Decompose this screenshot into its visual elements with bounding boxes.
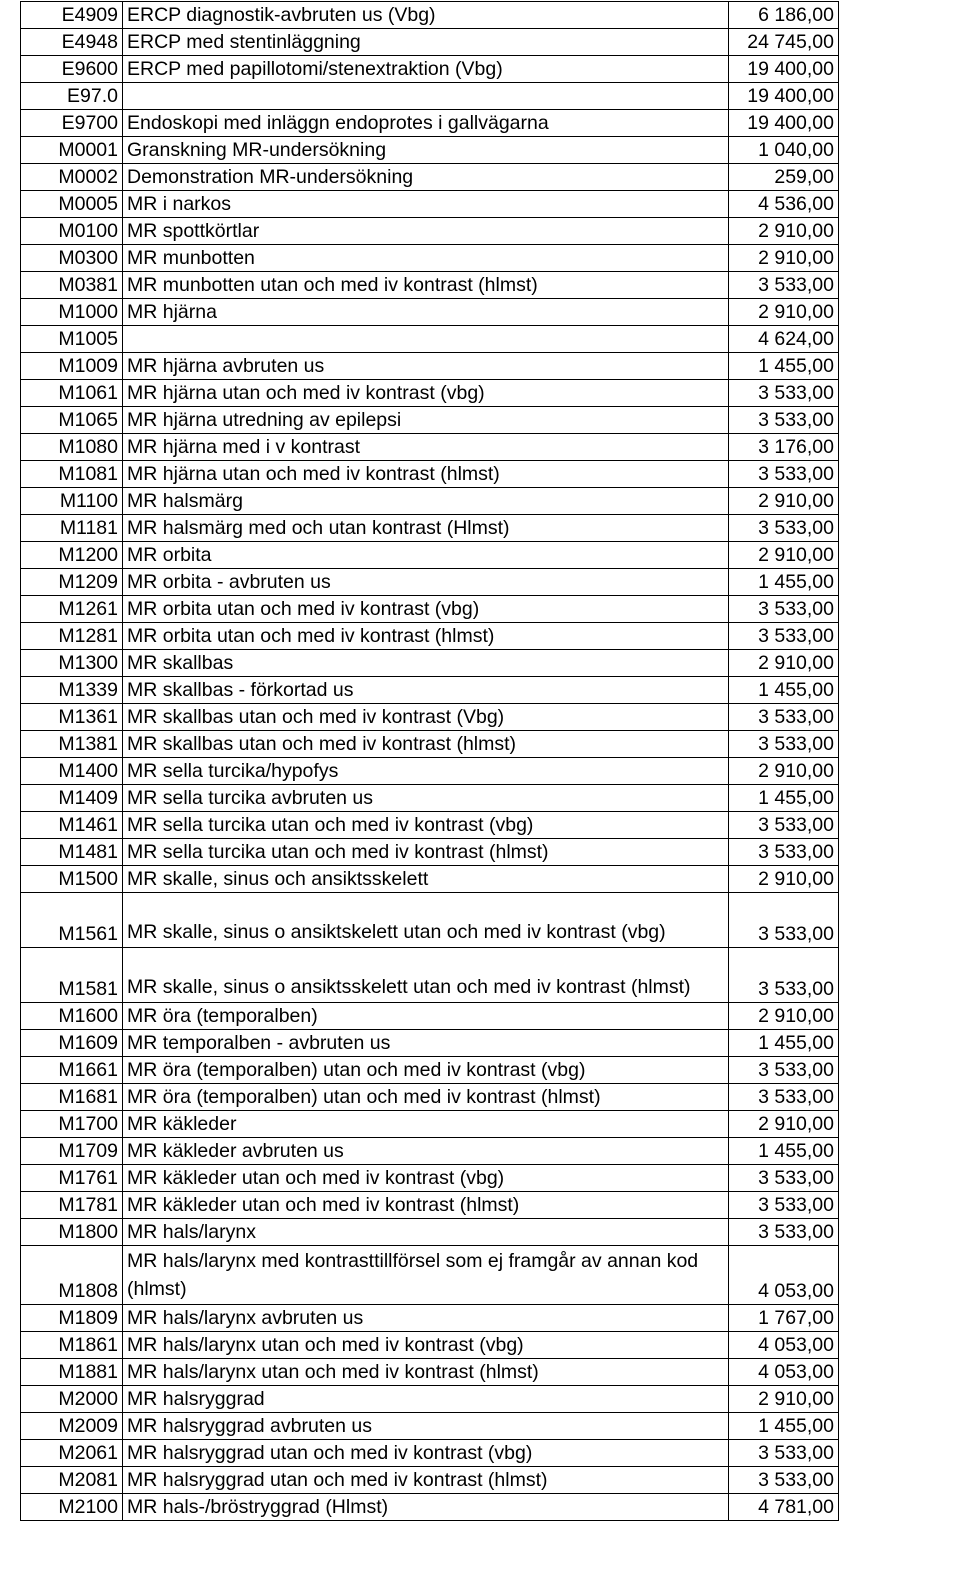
description-cell: MR hals/larynx (123, 1219, 729, 1246)
price-cell: 6 186,00 (729, 2, 839, 29)
code-cell: M0300 (21, 245, 123, 272)
code-cell: M1200 (21, 542, 123, 569)
description-cell: MR hjärna utan och med iv kontrast (vbg) (123, 380, 729, 407)
description-cell: ERCP med stentinläggning (123, 29, 729, 56)
price-cell: 3 533,00 (729, 380, 839, 407)
code-cell: E4948 (21, 29, 123, 56)
description-cell (123, 326, 729, 353)
table-row (21, 110, 839, 137)
description-cell (123, 83, 729, 110)
code-cell: M1065 (21, 407, 123, 434)
table-row (21, 1165, 839, 1192)
price-cell: 3 533,00 (729, 1057, 839, 1084)
table-row (21, 299, 839, 326)
table-row (21, 1138, 839, 1165)
code-cell: M1500 (21, 866, 123, 893)
code-cell: M2009 (21, 1413, 123, 1440)
description-cell: MR halsmärg (123, 488, 729, 515)
table-row (21, 434, 839, 461)
price-cell: 2 910,00 (729, 650, 839, 677)
description-cell: MR halsryggrad utan och med iv kontrast (hlmst) (123, 1467, 729, 1494)
price-cell: 3 533,00 (729, 596, 839, 623)
table-row (21, 677, 839, 704)
code-cell: M0100 (21, 218, 123, 245)
table-row (21, 731, 839, 758)
price-cell: 3 533,00 (729, 1467, 839, 1494)
description-cell: MR hals/larynx utan och med iv kontrast (vbg) (123, 1332, 729, 1359)
description-cell: MR käkleder (123, 1111, 729, 1138)
price-cell: 3 533,00 (729, 623, 839, 650)
price-list-body (21, 2, 839, 1521)
code-cell: M1339 (21, 677, 123, 704)
table-row (21, 407, 839, 434)
description-cell: MR öra (temporalben) (123, 1003, 729, 1030)
description-cell: MR hjärna avbruten us (123, 353, 729, 380)
table-row (21, 164, 839, 191)
code-cell: M1808 (21, 1246, 123, 1305)
table-row (21, 650, 839, 677)
table-row (21, 1305, 839, 1332)
price-cell: 4 781,00 (729, 1494, 839, 1521)
price-cell: 1 455,00 (729, 353, 839, 380)
price-cell: 3 533,00 (729, 1219, 839, 1246)
price-cell: 3 533,00 (729, 731, 839, 758)
description-cell: MR hals-/bröstryggrad (Hlmst) (123, 1494, 729, 1521)
description-cell: MR orbita utan och med iv kontrast (vbg) (123, 596, 729, 623)
price-cell: 2 910,00 (729, 488, 839, 515)
description-cell: MR skallbas (123, 650, 729, 677)
code-cell: M1809 (21, 1305, 123, 1332)
code-cell: M1861 (21, 1332, 123, 1359)
code-cell: M1409 (21, 785, 123, 812)
price-cell: 3 533,00 (729, 948, 839, 1003)
table-row (21, 893, 839, 948)
table-row (21, 569, 839, 596)
code-cell: E9600 (21, 56, 123, 83)
price-cell: 3 533,00 (729, 839, 839, 866)
code-cell: M1561 (21, 893, 123, 948)
code-cell: M0001 (21, 137, 123, 164)
description-cell: MR hjärna med i v kontrast (123, 434, 729, 461)
description-cell: MR skalle, sinus och ansiktsskelett (123, 866, 729, 893)
table-row (21, 1332, 839, 1359)
description-cell: MR öra (temporalben) utan och med iv kontrast (vbg) (123, 1057, 729, 1084)
table-row (21, 1057, 839, 1084)
code-cell: M1881 (21, 1359, 123, 1386)
code-cell: M1300 (21, 650, 123, 677)
table-row (21, 56, 839, 83)
description-cell: MR hals/larynx utan och med iv kontrast (hlmst) (123, 1359, 729, 1386)
price-cell: 3 533,00 (729, 272, 839, 299)
price-cell: 3 533,00 (729, 704, 839, 731)
description-cell: MR orbita utan och med iv kontrast (hlmst) (123, 623, 729, 650)
table-row (21, 245, 839, 272)
price-cell: 1 455,00 (729, 1413, 839, 1440)
price-cell: 1 455,00 (729, 1138, 839, 1165)
price-cell: 3 533,00 (729, 1192, 839, 1219)
price-cell: 2 910,00 (729, 245, 839, 272)
description-cell: MR i narkos (123, 191, 729, 218)
price-cell: 2 910,00 (729, 758, 839, 785)
code-cell: M1761 (21, 1165, 123, 1192)
price-cell: 3 533,00 (729, 1084, 839, 1111)
code-cell: M2100 (21, 1494, 123, 1521)
code-cell: M1781 (21, 1192, 123, 1219)
description-cell: MR sella turcika utan och med iv kontrast (hlmst) (123, 839, 729, 866)
table-row (21, 137, 839, 164)
price-cell: 2 910,00 (729, 542, 839, 569)
code-cell: M1800 (21, 1219, 123, 1246)
code-cell: E97.0 (21, 83, 123, 110)
code-cell: M1005 (21, 326, 123, 353)
table-row (21, 83, 839, 110)
table-row (21, 488, 839, 515)
description-cell: MR skalle, sinus o ansiktskelett utan och med iv kontrast (vbg) (123, 893, 729, 948)
code-cell: M1481 (21, 839, 123, 866)
code-cell: M1681 (21, 1084, 123, 1111)
price-cell: 19 400,00 (729, 110, 839, 137)
table-row (21, 218, 839, 245)
table-row (21, 1359, 839, 1386)
description-cell: MR halsryggrad utan och med iv kontrast (vbg) (123, 1440, 729, 1467)
description-cell: MR hjärna utan och med iv kontrast (hlmst) (123, 461, 729, 488)
description-cell: MR hals/larynx avbruten us (123, 1305, 729, 1332)
table-row (21, 326, 839, 353)
code-cell: M1009 (21, 353, 123, 380)
price-cell: 3 533,00 (729, 1440, 839, 1467)
description-cell: MR spottkörtlar (123, 218, 729, 245)
table-row (21, 1467, 839, 1494)
code-cell: M1100 (21, 488, 123, 515)
table-row (21, 461, 839, 488)
code-cell: M1261 (21, 596, 123, 623)
code-cell: M0381 (21, 272, 123, 299)
code-cell: M1000 (21, 299, 123, 326)
price-cell: 19 400,00 (729, 56, 839, 83)
description-cell: MR hjärna utredning av epilepsi (123, 407, 729, 434)
code-cell: M1600 (21, 1003, 123, 1030)
description-cell: MR skallbas utan och med iv kontrast (Vbg) (123, 704, 729, 731)
price-cell: 2 910,00 (729, 1386, 839, 1413)
description-cell: MR skallbas - förkortad us (123, 677, 729, 704)
price-cell: 259,00 (729, 164, 839, 191)
table-row (21, 758, 839, 785)
price-cell: 1 040,00 (729, 137, 839, 164)
table-row (21, 1413, 839, 1440)
table-row (21, 1219, 839, 1246)
table-row (21, 596, 839, 623)
description-cell: MR skalle, sinus o ansiktsskelett utan och med iv kontrast (hlmst) (123, 948, 729, 1003)
price-cell: 19 400,00 (729, 83, 839, 110)
description-cell: MR sella turcika/hypofys (123, 758, 729, 785)
price-cell: 2 910,00 (729, 218, 839, 245)
description-cell: MR sella turcika utan och med iv kontrast (vbg) (123, 812, 729, 839)
code-cell: M2081 (21, 1467, 123, 1494)
description-cell: MR skallbas utan och med iv kontrast (hlmst) (123, 731, 729, 758)
description-cell: MR hjärna (123, 299, 729, 326)
price-cell: 3 176,00 (729, 434, 839, 461)
table-row (21, 191, 839, 218)
code-cell: M0002 (21, 164, 123, 191)
description-cell: MR käkleder utan och med iv kontrast (vbg) (123, 1165, 729, 1192)
code-cell: M1609 (21, 1030, 123, 1057)
table-row (21, 1084, 839, 1111)
description-cell: Endoskopi med inläggn endoprotes i gallvägarna (123, 110, 729, 137)
price-cell: 4 053,00 (729, 1332, 839, 1359)
description-cell: MR temporalben - avbruten us (123, 1030, 729, 1057)
description-cell: MR orbita (123, 542, 729, 569)
price-cell: 3 533,00 (729, 893, 839, 948)
price-cell: 4 053,00 (729, 1359, 839, 1386)
table-row (21, 1111, 839, 1138)
table-row (21, 948, 839, 1003)
code-cell: M1661 (21, 1057, 123, 1084)
table-row (21, 812, 839, 839)
price-cell: 1 767,00 (729, 1305, 839, 1332)
description-cell: Granskning MR-undersökning (123, 137, 729, 164)
description-cell: MR käkleder utan och med iv kontrast (hlmst) (123, 1192, 729, 1219)
table-row (21, 515, 839, 542)
price-cell: 3 533,00 (729, 812, 839, 839)
table-row (21, 1494, 839, 1521)
table-row (21, 866, 839, 893)
table-row (21, 1440, 839, 1467)
price-cell: 4 536,00 (729, 191, 839, 218)
code-cell: M1080 (21, 434, 123, 461)
code-cell: M2061 (21, 1440, 123, 1467)
table-row (21, 1386, 839, 1413)
price-cell: 3 533,00 (729, 407, 839, 434)
code-cell: M1209 (21, 569, 123, 596)
description-cell: Demonstration MR-undersökning (123, 164, 729, 191)
code-cell: M1181 (21, 515, 123, 542)
description-cell: MR sella turcika avbruten us (123, 785, 729, 812)
code-cell: M1061 (21, 380, 123, 407)
table-row (21, 785, 839, 812)
description-cell: MR öra (temporalben) utan och med iv kontrast (hlmst) (123, 1084, 729, 1111)
description-cell: MR halsmärg med och utan kontrast (Hlmst) (123, 515, 729, 542)
price-cell: 1 455,00 (729, 1030, 839, 1057)
table-row (21, 542, 839, 569)
description-cell: MR munbotten utan och med iv kontrast (hlmst) (123, 272, 729, 299)
price-cell: 1 455,00 (729, 677, 839, 704)
code-cell: M1381 (21, 731, 123, 758)
price-cell: 3 533,00 (729, 1165, 839, 1192)
code-cell: M1361 (21, 704, 123, 731)
table-row (21, 272, 839, 299)
description-cell: MR halsryggrad avbruten us (123, 1413, 729, 1440)
code-cell: E9700 (21, 110, 123, 137)
code-cell: M1709 (21, 1138, 123, 1165)
code-cell: M1581 (21, 948, 123, 1003)
code-cell: M1281 (21, 623, 123, 650)
table-row (21, 1030, 839, 1057)
code-cell: M0005 (21, 191, 123, 218)
price-list-table (20, 1, 839, 1521)
code-cell: M1700 (21, 1111, 123, 1138)
description-cell: MR hals/larynx med kontrasttillförsel som ej framgår av annan kod (hlmst) (123, 1246, 729, 1305)
table-row (21, 380, 839, 407)
price-cell: 4 624,00 (729, 326, 839, 353)
price-cell: 1 455,00 (729, 785, 839, 812)
table-row (21, 704, 839, 731)
price-cell: 2 910,00 (729, 299, 839, 326)
description-cell: MR halsryggrad (123, 1386, 729, 1413)
price-cell: 2 910,00 (729, 1003, 839, 1030)
price-cell: 2 910,00 (729, 1111, 839, 1138)
table-row (21, 1192, 839, 1219)
table-row (21, 29, 839, 56)
price-cell: 2 910,00 (729, 866, 839, 893)
code-cell: M1400 (21, 758, 123, 785)
price-cell: 3 533,00 (729, 515, 839, 542)
table-row (21, 623, 839, 650)
description-cell: MR käkleder avbruten us (123, 1138, 729, 1165)
table-row (21, 839, 839, 866)
table-row (21, 353, 839, 380)
price-cell: 24 745,00 (729, 29, 839, 56)
description-cell: MR orbita - avbruten us (123, 569, 729, 596)
price-cell: 3 533,00 (729, 461, 839, 488)
code-cell: M1461 (21, 812, 123, 839)
code-cell: M1081 (21, 461, 123, 488)
code-cell: E4909 (21, 2, 123, 29)
price-cell: 1 455,00 (729, 569, 839, 596)
table-row (21, 1003, 839, 1030)
code-cell: M2000 (21, 1386, 123, 1413)
table-row (21, 2, 839, 29)
price-cell: 4 053,00 (729, 1246, 839, 1305)
table-row (21, 1246, 839, 1305)
description-cell: MR munbotten (123, 245, 729, 272)
description-cell: ERCP diagnostik-avbruten us (Vbg) (123, 2, 729, 29)
description-cell: ERCP med papillotomi/stenextraktion (Vbg) (123, 56, 729, 83)
